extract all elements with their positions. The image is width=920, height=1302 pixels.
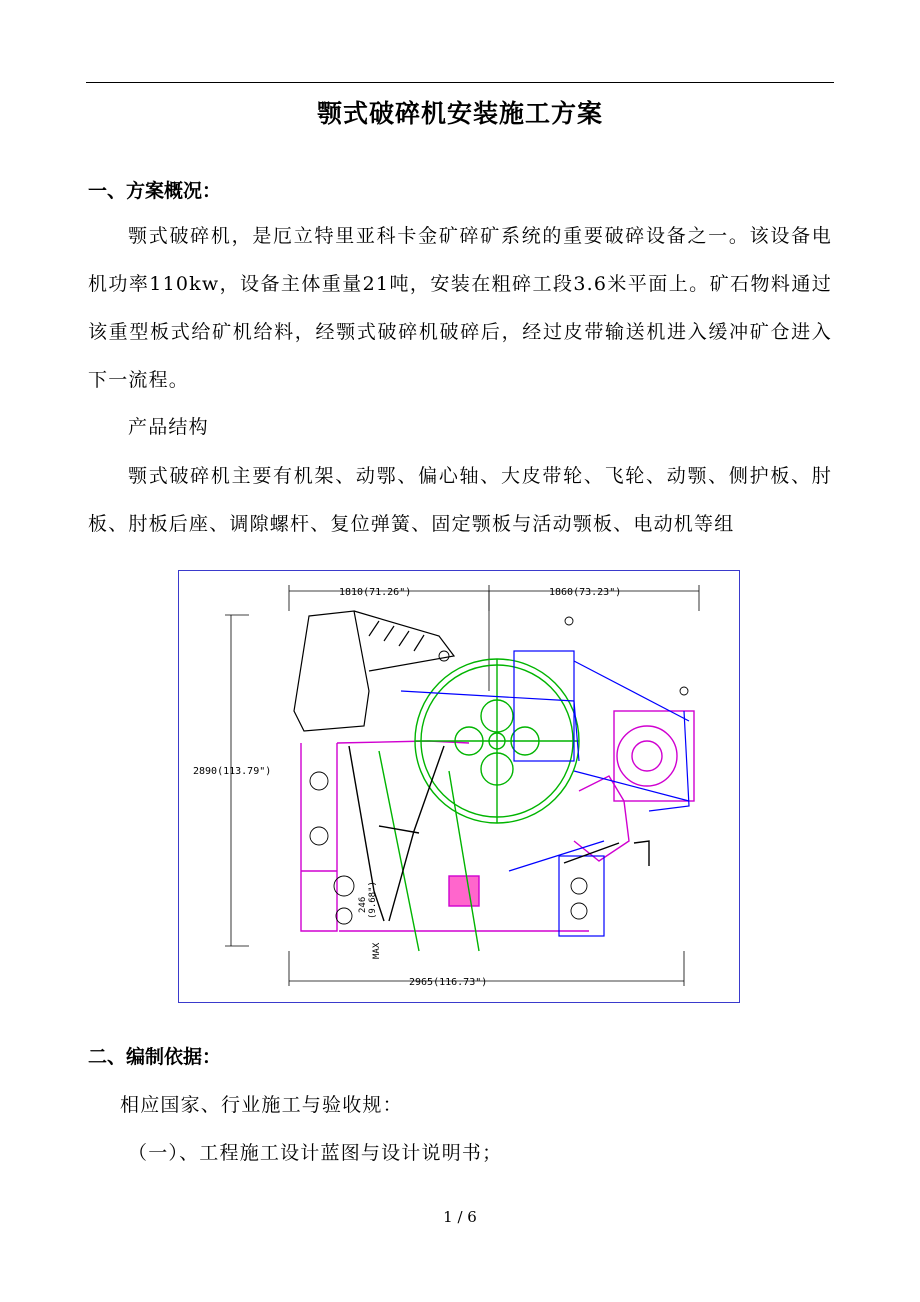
section1-paragraph: 颚式破碎机，是厄立特里亚科卡金矿碎矿系统的重要破碎设备之一。该设备电机功率110kw，设备主体重量21吨，安装在粗碎工段3.6米平面上。矿石物料通过该重型板式给矿机给料，经颚式破碎机破碎后，经过皮带输送机进入缓冲矿仓进入下一流程。 xyxy=(88,225,832,391)
page-number: 1 / 6 xyxy=(443,1208,477,1226)
section2-line2: （一）、工程施工设计蓝图与设计说明书； xyxy=(128,1142,503,1164)
bolts xyxy=(310,617,688,924)
feed-hopper xyxy=(294,611,454,731)
flywheel xyxy=(379,659,579,951)
section2-heading: 二、编制依据： xyxy=(88,1046,222,1068)
document-title: 颚式破碎机安装施工方案 xyxy=(316,99,603,128)
crusher-drawing xyxy=(178,570,740,1003)
dim-gap-in-label: (9.68") xyxy=(368,881,378,919)
dim-bottom-label: 2965(116.73") xyxy=(409,977,488,988)
product-structure-label: 产品结构 xyxy=(128,416,209,438)
blue-parts xyxy=(401,651,689,936)
dim-right-label: 1860(73.23") xyxy=(549,587,622,598)
header-rule xyxy=(86,82,834,83)
section2-line1: 相应国家、行业施工与验收规： xyxy=(120,1094,403,1116)
dim-height-label: 2890(113.79") xyxy=(193,766,272,777)
dim-left-label: 1810(71.26") xyxy=(339,587,412,598)
crusher-drawing-svg xyxy=(179,571,741,1004)
dim-max-label: MAX xyxy=(372,942,382,959)
product-structure-paragraph: 颚式破碎机主要有机架、动鄂、偏心轴、大皮带轮、飞轮、动颚、侧护板、肘板、肘板后座、调隙螺杆、复位弹簧、固定颚板与活动颚板、电动机等组 xyxy=(88,465,832,535)
dim-gap-label: 246 xyxy=(358,896,368,913)
section1-heading: 一、方案概况： xyxy=(88,180,222,202)
